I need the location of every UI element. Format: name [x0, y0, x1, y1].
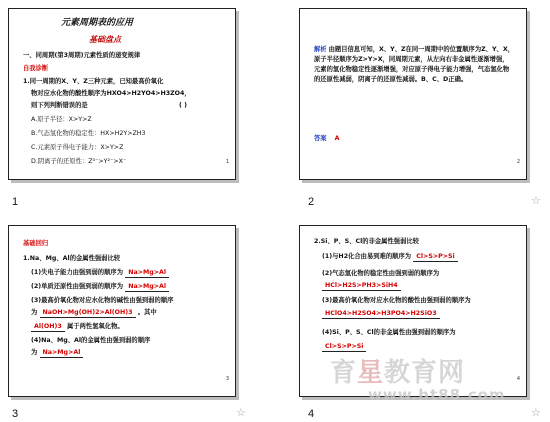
item-line [31, 283, 169, 292]
answer-fill: Na>Mg>Al [125, 269, 169, 278]
item-line: (2)气态氢化物的稳定性由强到弱的顺序为 [322, 270, 440, 277]
item-line [322, 343, 366, 352]
question-line: 1.同一周期的X、Y、Z三种元素，已知最高价氧化 [23, 78, 164, 85]
item-text: (1)失电子能力由强到弱的顺序为 [31, 269, 123, 276]
item-line: (3)最高价氧化物对应水化物的酸性由强到弱的顺序为 [322, 297, 471, 304]
option-c: C.元素原子得电子能力：X>Y>Z [31, 144, 124, 151]
star-icon[interactable]: ☆ [236, 406, 246, 419]
page-number: 4 [516, 376, 520, 382]
page-number: 2 [516, 159, 520, 165]
slide-thumbnail-1[interactable] [8, 8, 236, 180]
page-number: 1 [225, 159, 229, 165]
answer-fill: HClO4>H2SO4>H3PO4>H2SiO3 [322, 310, 440, 319]
slide-number-label: 2 [308, 196, 315, 208]
section-heading: 基础回归 [23, 240, 49, 247]
topic-line: 1.Na、Mg、Al的金属性强弱比较 [23, 255, 121, 262]
answer-blank: ( ) [179, 102, 187, 109]
slide-thumbnail-2[interactable] [299, 8, 527, 180]
item-text: 属于两性氢氧化物。 [67, 323, 124, 330]
slide-title: 元素周期表的应用 [61, 18, 134, 28]
analysis-label: 解析 [314, 46, 327, 53]
slide-number-label: 3 [12, 408, 19, 420]
item-line: (3)最高价氧化物对应水化物的碱性由强到弱的顺序 [31, 297, 174, 304]
watermark-cn [330, 352, 465, 389]
slide-subtitle: 基础盘点 [89, 34, 121, 44]
item-line [322, 310, 440, 319]
item-text: (2)单质还原性由强到弱的顺序为 [31, 283, 123, 290]
answer-fill: Al(OH)3 [31, 323, 65, 332]
option-d: D.阴离子的还原性：Z³⁻>Y²⁻>X⁻ [31, 158, 127, 165]
section-heading: 一、同周期(第3周期)元素性质的递变规律 [23, 52, 141, 59]
watermark-char: 育 [330, 358, 358, 388]
watermark-url: www.ht88.com [368, 386, 506, 404]
question-line: 物对应水化物的酸性顺序为HXO4>H2YO4>H3ZO4， [31, 90, 191, 97]
item-line: (4)Na、Mg、Al的金属性由强到弱的顺序 [31, 337, 151, 344]
answer-label: 答案 [314, 135, 327, 142]
item-text: (1)与H2化合由易到难的顺序为 [322, 253, 412, 260]
item-text: 为 [31, 309, 38, 316]
watermark-char: 教育网 [384, 358, 466, 388]
topic-line: 2.Si、P、S、Cl的非金属性强弱比较 [314, 238, 419, 245]
watermark [330, 352, 506, 404]
answer-fill: HCl>H2S>PH3>SiH4 [322, 282, 401, 291]
star-icon[interactable]: ☆ [531, 406, 541, 419]
answer-fill: Na>Mg>Al [40, 349, 84, 358]
analysis-text: 由题目信息可知，X、Y、Z在同一周期中的位置顺序为Z、Y、X，原子半径顺序为Z>Y>X，同周期元素，从左向右非金属性逐渐增强，元素的氢化物稳定性逐渐增强，对应原子得电子能力增强，气态氢化物的还原性减弱，阴离子的还原性减弱。B、C、D正确。 [314, 46, 514, 83]
item-line: (4)Si、P、S、Cl的非金属性由强到弱的顺序为 [322, 329, 456, 336]
answer-fill: Cl>S>P>Si [322, 343, 366, 352]
item-line [322, 282, 401, 291]
page-number: 3 [225, 376, 229, 382]
option-b: B.气态氢化物的稳定性：HX>H2Y>ZH3 [31, 130, 146, 137]
self-check-label: 自我诊断 [23, 65, 49, 72]
item-line [31, 269, 169, 278]
answer-fill: Na>Mg>Al [125, 283, 169, 292]
option-a: A.原子半径：X>Y>Z [31, 116, 92, 123]
item-line [31, 323, 124, 332]
item-line [31, 309, 157, 318]
item-text: 为 [31, 349, 38, 356]
slide-number-label: 4 [308, 408, 315, 420]
answer-value: A [334, 135, 340, 142]
answer-line [314, 135, 339, 143]
item-line [322, 253, 458, 262]
star-icon[interactable]: ☆ [531, 194, 541, 207]
answer-fill: NaOH>Mg(OH)2>Al(OH)3 [40, 309, 136, 318]
answer-fill: Cl>S>P>Si [413, 253, 457, 262]
question-line: 则下列判断错误的是 [31, 102, 88, 109]
watermark-char: 星 [357, 358, 385, 388]
analysis-block [314, 45, 514, 85]
slide-number-label: 1 [12, 196, 19, 208]
slide-thumbnail-3[interactable] [8, 225, 236, 397]
item-text: 。其中 [137, 309, 157, 316]
item-line [31, 349, 83, 358]
